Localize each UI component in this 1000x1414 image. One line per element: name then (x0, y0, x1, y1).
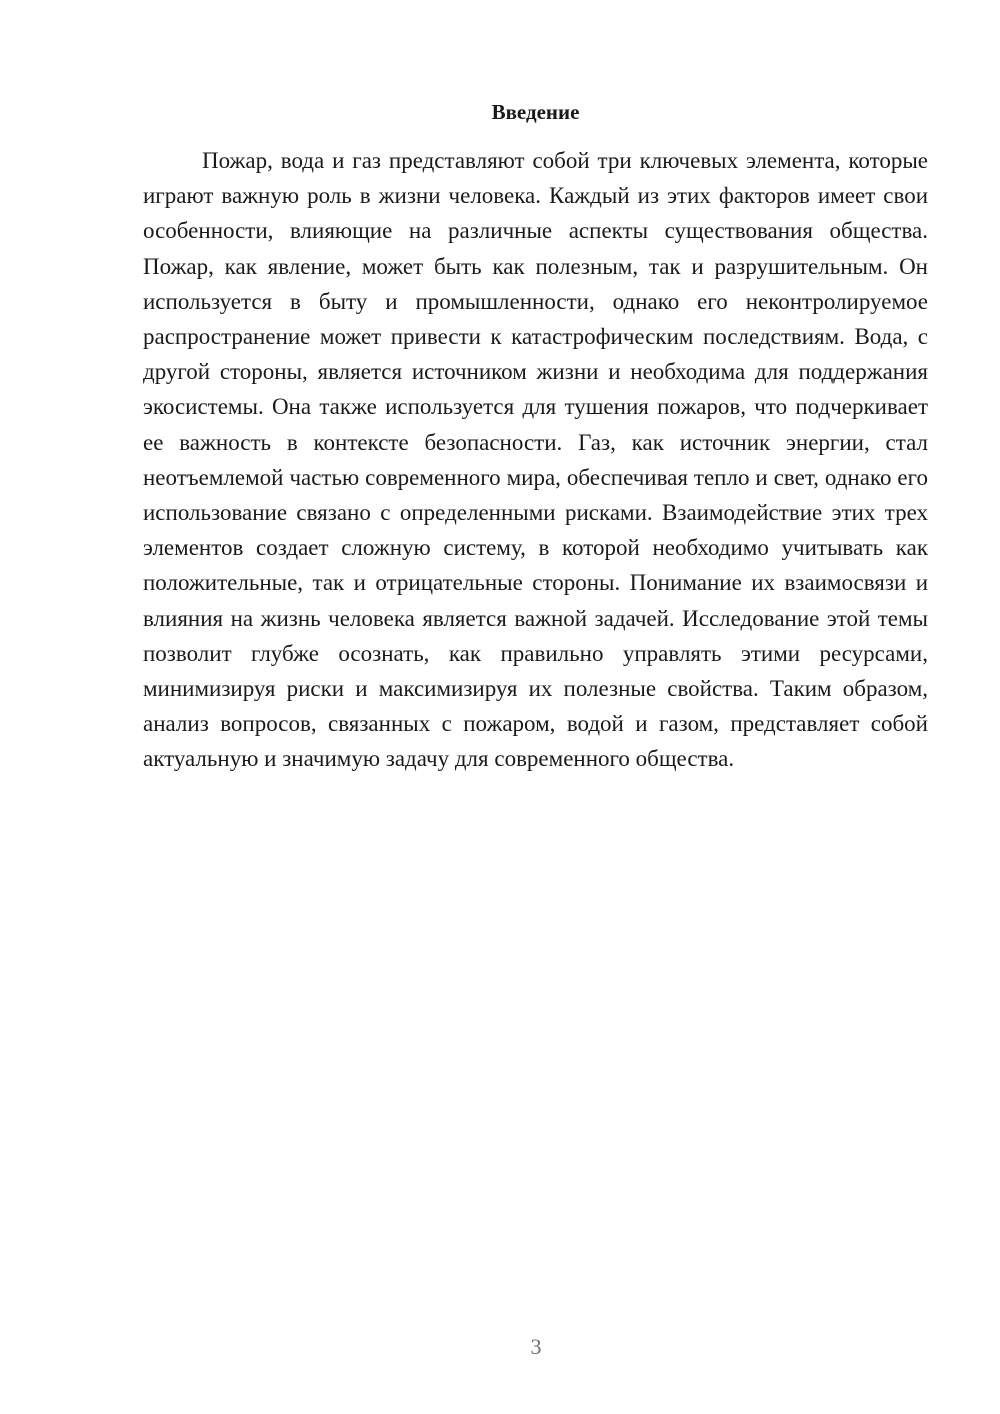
body-paragraph: Пожар, вода и газ представляют собой три ключевых элемента, которые играют важную роль в жизни человека. Каждый из этих факторов имеет свои особенности, влияющие на различные аспекты существования общества. Пожар, как явление, может быть как полезным, так и разрушительным. Он используется в быту и промышленности, однако его неконтролируемое распространение может привести к катастрофическим последствиям. Вода, с другой стороны, является источником жизни и необходима для поддержания экосистемы. Она также используется для тушения пожаров, что подчеркивает ее важность в контексте безопасности. Газ, как источник энергии, стал неотъемлемой частью современного мира, обеспечивая тепло и свет, однако его использование связано с определенными рисками. Взаимодействие этих трех элементов создает сложную систему, в которой необходимо учитывать как положительные, так и отрицательные стороны. Понимание их взаимосвязи и влияния на жизнь человека является важной задачей. Исследование этой темы позволит глубже осознать, как правильно управлять этими ресурсами, минимизируя риски и максимизируя их полезные свойства. Таким образом, анализ вопросов, связанных с пожаром, водой и газом, представляет собой актуальную и значимую задачу для современного общества. (143, 148, 928, 772)
section-heading: Введение (491, 100, 580, 124)
page-number: 3 (530, 1334, 542, 1359)
